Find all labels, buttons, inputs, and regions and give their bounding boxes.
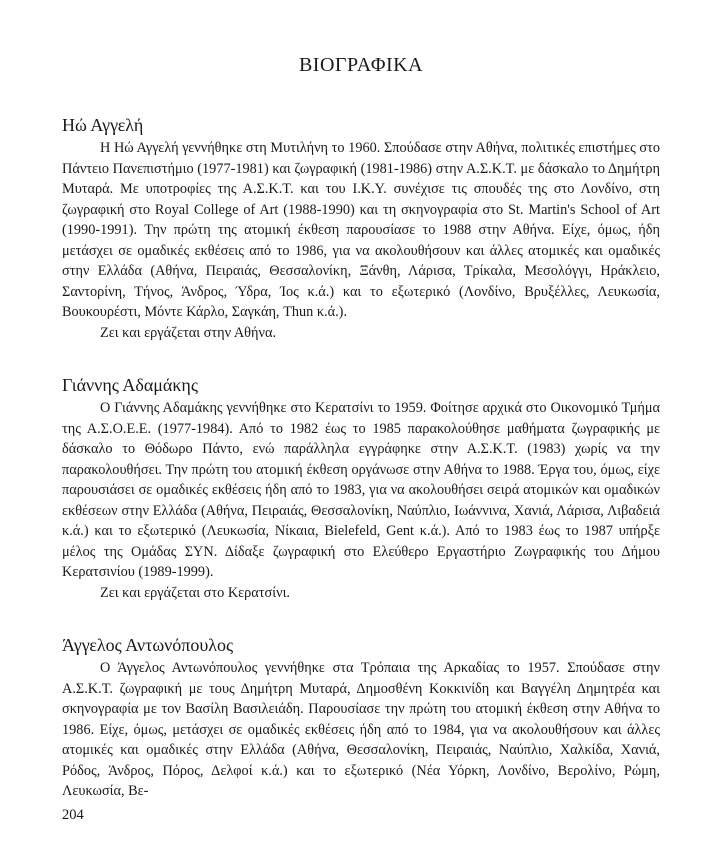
page-number: 204 [62, 807, 84, 823]
biography-name: Γιάννης Αδαμάκης [62, 375, 198, 395]
biography-paragraph: Η Ηώ Αγγελή γεννήθηκε στη Μυτιλήνη το 1960. Σπούδασε στην Αθήνα, πολιτικές επιστήμες στο Πάντειο Πανεπιστήμιο (1977-1981) και ζωγραφική (1981-1986) στην Α.Σ.Κ.Τ. με δάσκαλο το Δημήτρη Μυταρά. Με υποτροφίες της Α.Σ.Κ.Τ. και του Ι.Κ.Υ. συνέχισε τις σπουδές της στο Λονδίνο, στη ζωγραφική στο Royal College of Art (1988-1990) και τη σκηνογραφία στο St. Martin's School of Art (1990-1991). Την πρώτη της ατομική έκθεση παρουσίασε το 1988 στην Αθήνα. Είχε, όμως, ήδη μετάσχει σε ομαδικές εκθέσεις από το 1986, για να ακολουθήσουν και άλλες ατομικές και ομαδικές στην Ελλάδα (Αθήνα, Πειραιάς, Θεσσαλονίκη, Ξάνθη, Λάρισα, Τρίκαλα, Μεσολόγγι, Ηράκλειο, Σαντορίνη, Τήνος, Άνδρος, Ύδρα, Ίος κ.ά.) και το εξωτερικό (Λονδίνο, Βρυξέλλες, Λευκωσία, Βουκουρέστι, Μόντε Κάρλο, Σαγκάη, Thun κ.ά.). [62, 140, 660, 320]
biography-name: Ηώ Αγγελή [62, 115, 144, 135]
biography-entry [62, 374, 660, 603]
biography-paragraph: Ζει και εργάζεται στην Αθήνα. [100, 324, 277, 341]
biography-paragraph: Ο Γιάννης Αδαμάκης γεννήθηκε στο Κερατσίνι το 1959. Φοίτησε αρχικά στο Οικονομικό Τμήμα της Α.Σ.Ο.Ε.Ε. (1977-1984). Από το 1982 έως το 1985 παρακολούθησε μαθήματα ζωγραφικής με δάσκαλο το Θόδωρο Πάντο, ενώ παράλληλα εγγράφηκε στην Α.Σ.Κ.Τ. (1983) χωρίς να την παρακολουθήσει. Την πρώτη του ατομική έκθεση οργάνωσε στην Αθήνα το 1988. Έργα του, όμως, είχε παρουσιάσει σε ομαδικές εκθέσεις ήδη από το 1983, για να ακολουθήσει σειρά ατομικών και ομαδικών εκθέσεων στην Ελλάδα (Αθήνα, Πειραιάς, Θεσσαλονίκη, Ναύπλιο, Ιωάννινα, Χανιά, Λάρισα, Λιβαδειά κ.ά.) και το εξωτερικό (Λευκωσία, Νίκαια, Bielefeld, Gent κ.ά.). Από το 1983 έως το 1987 υπήρξε μέλος της Ομάδας ΣΥΝ. Δίδαξε ζωγραφική στο Ελεύθερο Εργαστήριο Ζωγραφικής του Δήμου Κερατσινίου (1989-1999). [62, 400, 660, 580]
biography-name: Άγγελος Αντωνόπουλος [62, 635, 234, 655]
biography-entry [62, 114, 660, 343]
biography-entry [62, 634, 660, 802]
document-page [62, 0, 660, 864]
page-title: ΒΙΟΓΡΑΦΙΚΑ [298, 54, 424, 76]
biography-paragraph: Ο Άγγελος Αντωνόπουλος γεννήθηκε στα Τρόπαια της Αρκαδίας το 1957. Σπούδασε στην Α.Σ.Κ.Τ. ζωγραφική με τους Δημήτρη Μυταρά, Δημοσθένη Κοκκινίδη και Βαγγέλη Δημητρέα και σκηνογραφία με τον Βασίλη Βασιλειάδη. Παρουσίασε την πρώτη του ατομική έκθεση στην Αθήνα το 1986. Είχε, όμως, μετάσχει σε ομαδικές εκθέσεις ήδη από το 1984, για να ακολουθήσουν και άλλες ατομικές και ομαδικές στην Ελλάδα (Αθήνα, Θεσσαλονίκη, Πειραιάς, Ναύπλιο, Χαλκίδα, Χανιά, Ρόδος, Άνδρος, Πόρος, Δελφοί κ.ά.) και το εξωτερικό (Νέα Υόρκη, Λονδίνο, Βερολίνο, Ρώμη, Λευκωσία, Βε- [62, 660, 660, 799]
biography-paragraph: Ζει και εργάζεται στο Κερατσίνι. [100, 584, 290, 601]
